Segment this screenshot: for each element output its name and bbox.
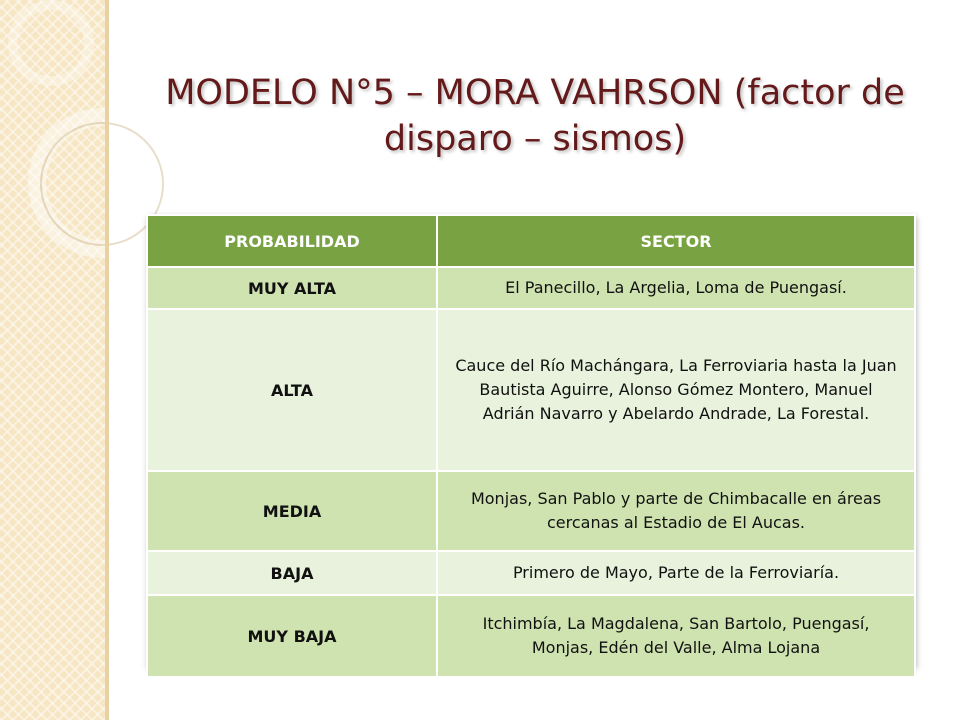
- probability-cell: MUY BAJA: [147, 595, 437, 677]
- table-row: [147, 309, 915, 471]
- probability-table: [146, 214, 914, 666]
- sector-cell: Itchimbía, La Magdalena, San Bartolo, Puengasí, Monjas, Edén del Valle, Alma Lojana: [437, 595, 915, 677]
- header-sector: SECTOR: [437, 215, 915, 267]
- table-row: [147, 595, 915, 677]
- table-row: [147, 551, 915, 595]
- table: [146, 214, 916, 678]
- decorative-side-strip: [0, 0, 105, 720]
- sector-cell: Monjas, San Pablo y parte de Chimbacalle en áreas cercanas al Estadio de El Aucas.: [437, 471, 915, 551]
- probability-cell: ALTA: [147, 309, 437, 471]
- probability-cell: MUY ALTA: [147, 267, 437, 309]
- table-row: [147, 471, 915, 551]
- sector-cell: Cauce del Río Machángara, La Ferroviaria hasta la Juan Bautista Aguirre, Alonso Gómez Montero, Manuel Adrián Navarro y Abelardo Andrade, La Forestal.: [437, 309, 915, 471]
- table-header-row: [147, 215, 915, 267]
- probability-cell: MEDIA: [147, 471, 437, 551]
- slide-title: MODELO N°5 – MORA VAHRSON (factor de disparo – sismos): [165, 73, 905, 159]
- table-row: [147, 267, 915, 309]
- sector-cell: Primero de Mayo, Parte de la Ferroviaría.: [437, 551, 915, 595]
- probability-cell: BAJA: [147, 551, 437, 595]
- sector-cell: El Panecillo, La Argelia, Loma de Puengasí.: [437, 267, 915, 309]
- strip-edge: [105, 0, 109, 720]
- decorative-ring: [8, 0, 94, 86]
- header-probability: PROBABILIDAD: [147, 215, 437, 267]
